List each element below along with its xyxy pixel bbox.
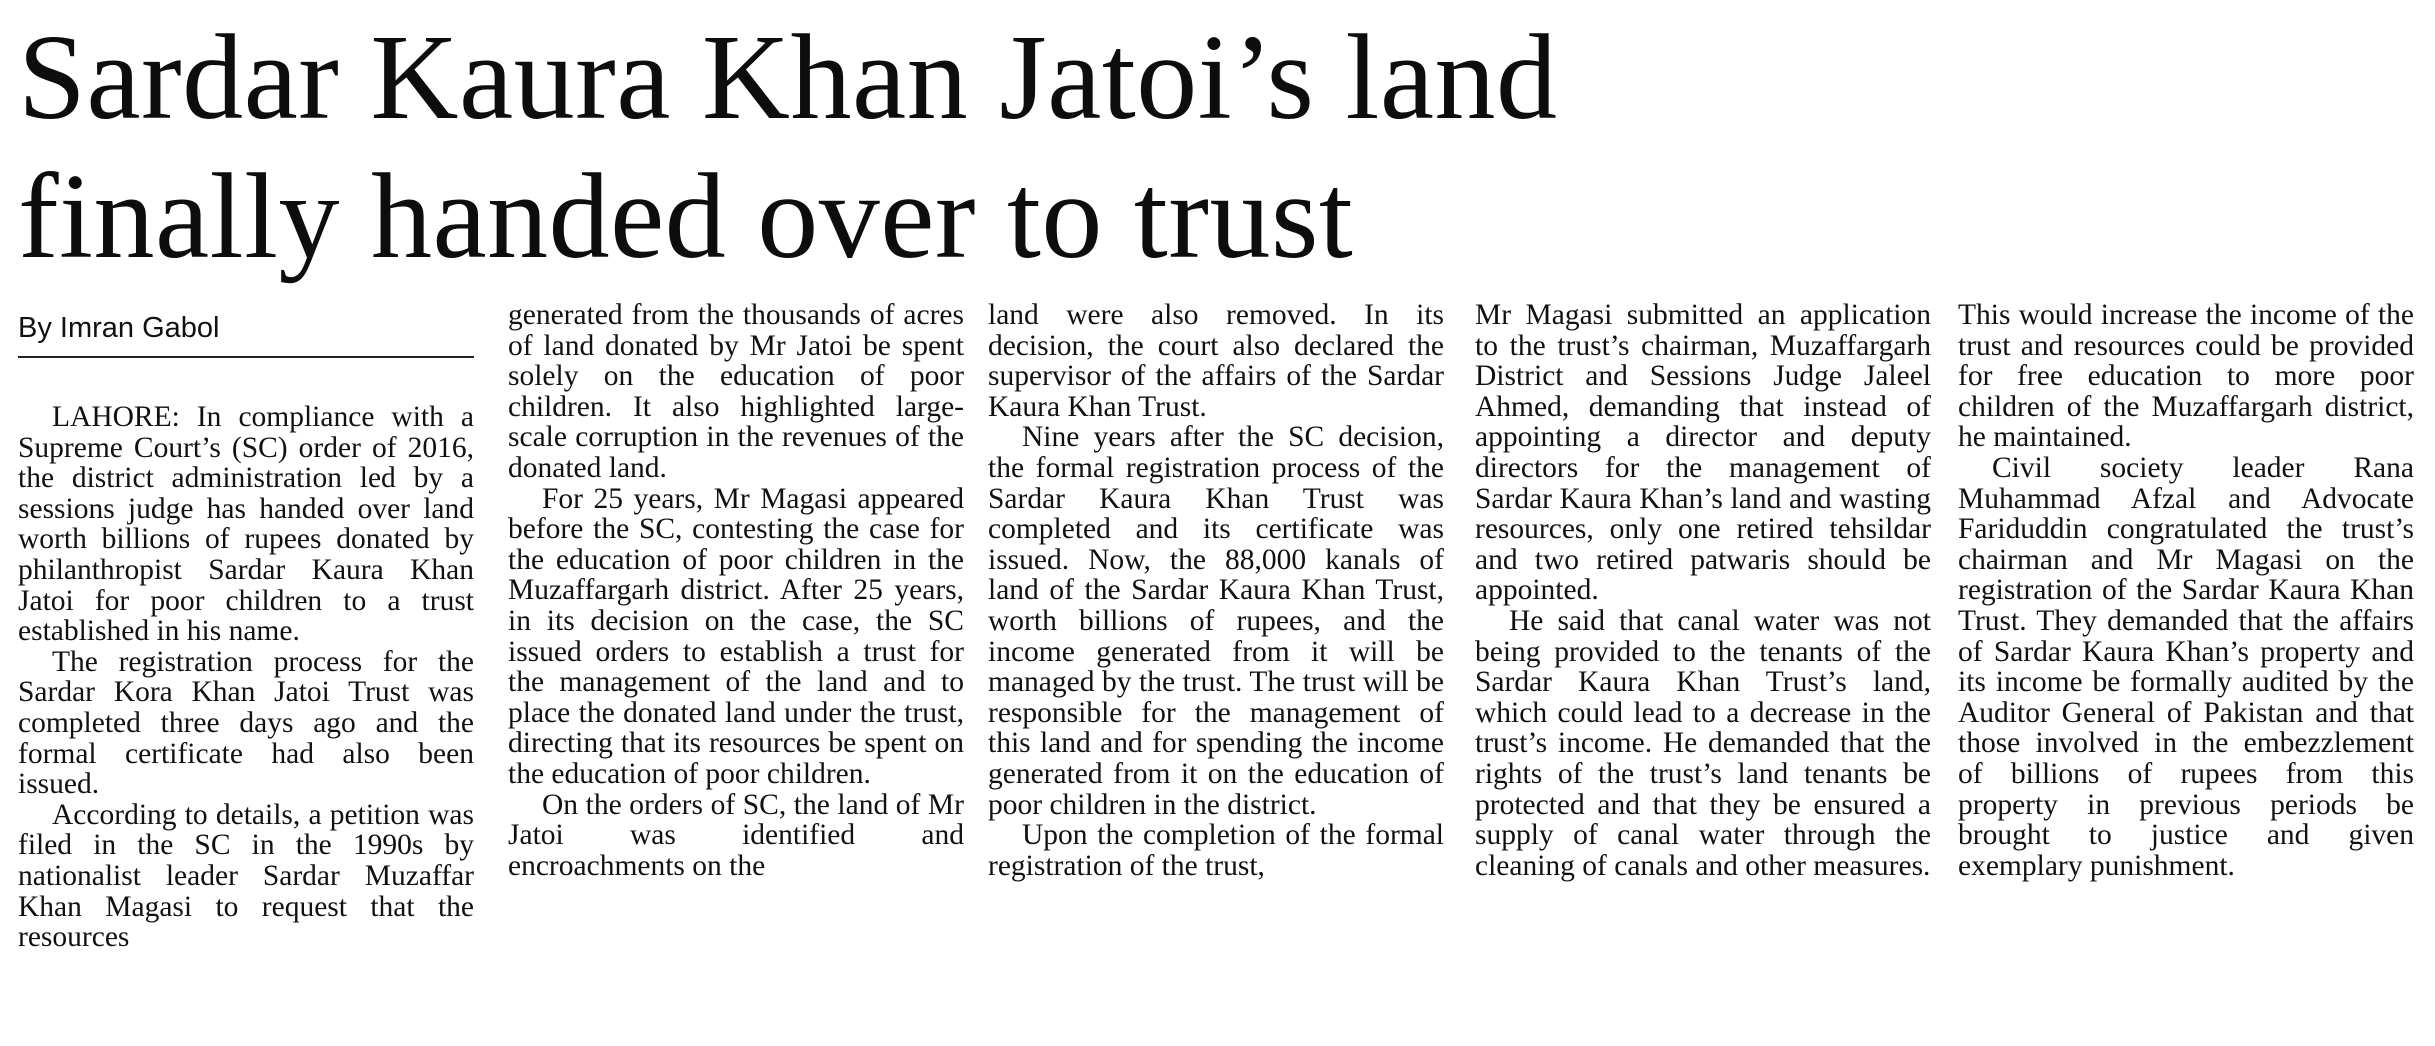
paragraph: Upon the completion of the formal registration of the trust, xyxy=(988,819,1444,882)
paragraph: generated from the thousands of acres of land donated by Mr Jatoi be spent solely on the education of poor children. It also highlighted large-scale corruption in the revenues of the donated land. xyxy=(508,300,964,484)
article-column-5 xyxy=(1958,300,2414,1042)
headline-line-2: finally handed over to trust xyxy=(18,149,1354,284)
paragraph: For 25 years, Mr Magasi appeared before the SC, contesting the case for the education of poor children in the Muzaffargarh district. After 25 years, in its decision on the case, the SC issued orders to establish a trust for the management of the land and to place the donated land under the trust, directing that its resources be spent on the education of poor children. xyxy=(508,482,964,790)
paragraph: The registration process for the Sardar Kora Khan Jatoi Trust was completed three days ago and the formal certificate had also been issued. xyxy=(18,645,474,801)
paragraph: This would increase the income of the trust and resources could be provided for free education to more poor children of the Muzaffargarh district, he maintained. xyxy=(1958,300,2414,454)
paragraph: LAHORE: In compliance with a Supreme Court’s (SC) order of 2016, the district administration led by a sessions judge has handed over land worth billions of rupees donated by philanthropist Sardar Kaura Khan Jatoi for poor children to a trust established in his name. xyxy=(18,401,474,648)
headline-line-1: Sardar Kaura Khan Jatoi’s land xyxy=(18,10,1558,145)
paragraph: Civil society leader Rana Muhammad Afzal and Advocate Fariduddin congratulated the trust’s chairman and Mr Magasi on the registration of the Sardar Kaura Khan Trust. They demanded that the affairs of Sardar Kaura Khan’s property and its income be formally audited by the Auditor General of Pakistan and that those involved in the embezzlement of billions of rupees from this property in previous periods be brought to justice and given exemplary punishment. xyxy=(1958,451,2414,882)
paragraph: He said that canal water was not being provided to the tenants of the Sardar Kaura Khan Trust’s land, which could lead to a decrease in the trust’s income. He demanded that the rights of the trust’s land tenants be protected and that they be ensured a supply of canal water through the cleaning of canals and other measures. xyxy=(1475,604,1931,882)
article-headline xyxy=(18,8,2398,286)
byline: By Imran Gabol xyxy=(18,300,474,358)
paragraph: land were also removed. In its decision, the court also declared the supervisor of the affairs of the Sardar Kaura Khan Trust. xyxy=(988,300,1444,423)
paragraph: Mr Magasi submitted an application to the trust’s chairman, Muzaffargarh District and Sessions Judge Jaleel Ahmed, demanding that instead of appointing a director and deputy directors for the management of Sardar Kaura Khan’s land and wasting resources, only one retired tehsildar and two retired patwaris should be appointed. xyxy=(1475,300,1931,607)
paragraph: On the orders of SC, the land of Mr Jatoi was identified and encroachments on the xyxy=(508,788,964,882)
paragraph: According to details, a petition was filed in the SC in the 1990s by nationalist leader Sardar Muzaffar Khan Magasi to request that the resources xyxy=(18,798,474,954)
article-column-4 xyxy=(1475,300,1931,1042)
article-column-1 xyxy=(18,300,474,1042)
paragraph: Nine years after the SC decision, the formal registration process of the Sardar Kaura Khan Trust was completed and its certificate was issued. Now, the 88,000 kanals of land of the Sardar Kaura Khan Trust, worth billions of rupees, and the income generated from it will be managed by the trust. The trust will be responsible for the management of this land and for spending the income generated from it on the education of poor children in the district. xyxy=(988,421,1444,821)
article-column-2 xyxy=(508,300,964,1042)
article-body xyxy=(18,300,2418,1042)
article-column-3 xyxy=(988,300,1444,1042)
